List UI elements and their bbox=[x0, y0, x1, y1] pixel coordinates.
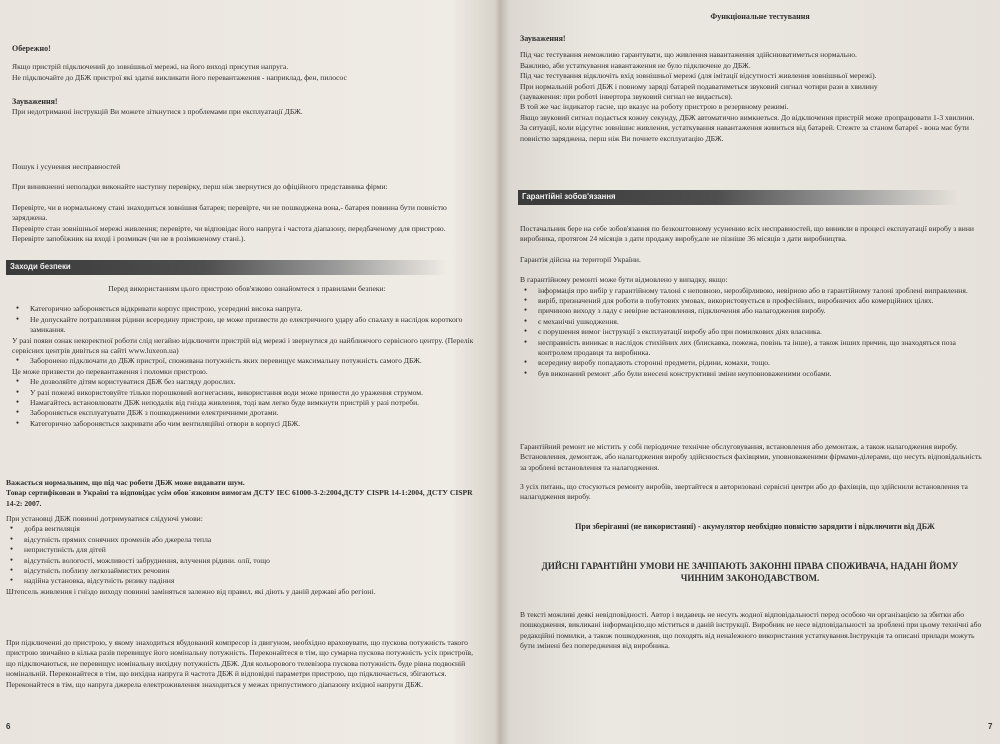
warranty-territory: Гарантія дійсна на території України. bbox=[520, 254, 641, 264]
note-section bbox=[12, 97, 482, 118]
certification-section bbox=[6, 478, 482, 509]
safety-section bbox=[12, 284, 482, 429]
warning-title: Обережно! bbox=[12, 44, 51, 53]
safety-list-1 bbox=[12, 304, 482, 335]
troubleshooting-title: Пошук і усунення несправностей bbox=[12, 162, 121, 171]
storage-note: При зберіганні (не використанні) - акумулятор необхідно повністю зарядити і відключити від ДБЖ bbox=[575, 522, 935, 531]
disclaimer-section bbox=[520, 610, 986, 652]
compressor-section bbox=[6, 638, 480, 690]
safety-list-3 bbox=[12, 377, 482, 429]
contact-section bbox=[520, 482, 986, 503]
list-item: ● є механічні ушкодження. bbox=[520, 317, 986, 327]
safety-header: Заходи безпеки bbox=[10, 262, 71, 271]
right-note-line: Під час тестування неможливо гарантувати, що живлення навантаження здійснюватиметься нормально. bbox=[520, 50, 857, 60]
list-item: ● Заборонено підключати до ДБЖ пристрої, споживана потужність яких перевищує максимальну потужність самого ДБЖ. bbox=[12, 356, 482, 366]
troubleshooting-intro: При виникненні неполадки виконайте наступну перевірку, перш ніж звернутися до офіційного представника фірми: bbox=[12, 182, 388, 192]
right-note-line: При нормальній роботі ДБЖ і повному заряді батарей подаватиметься звуковий сигнал чотири рази в хвилину bbox=[520, 81, 878, 91]
right-note-line: Важливо, аби устаткування навантаження не було підключене до ДБЖ. bbox=[520, 60, 751, 70]
warranty-header: Гарантійні зобов'язання bbox=[522, 192, 616, 201]
list-item: ● Забороняється експлуатувати ДБЖ з пошкодженими електричними дротами. bbox=[12, 408, 482, 418]
right-note-line: За ситуації, коли відсутнє зовнішнє живлення, устаткування навантаження живиться від батарей. Стежте за станом батареї - вона має бути повністю заряджена, перш ніж Ви почнете експлуатацію ДБЖ. bbox=[520, 123, 969, 143]
list-item: ● несправність виникає в наслідок стихійних лих (блискавка, пожежа, повінь та інше), а також інших причин, що знаходяться поза контролем продавця та виробника. bbox=[520, 338, 986, 359]
safety-text-1: У разі появи ознак некоректної роботи слід негайно відключити пристрій від мережі і звернутися до найближчого сервісного центру. (Перелік сервісних центрів дивіться на сайті www.luxeon.ua) bbox=[12, 335, 474, 356]
troubleshooting-line-1: Перевірте, чи в нормальному стані знаходиться зовнішня батарея; перевірте, чи не пошкоджена вона,- батарея повинна бути повністю заряджена. bbox=[12, 202, 447, 223]
warning-line-2: Не підключайте до ДБЖ пристрої які здатні викликати його перевантаження - наприклад, фен, пилосос bbox=[12, 72, 347, 82]
page-number-right: 7 bbox=[988, 722, 993, 731]
warranty-list bbox=[520, 286, 986, 380]
safety-text-2: Це може призвести до перевантаження і поломки пристрою. bbox=[12, 366, 208, 376]
install-text: Штепсель живлення і гніздо виходу повинні заміняться залежно від правил, які діють у даній державі або регіоні. bbox=[6, 586, 376, 596]
right-note-line: Якщо звуковий сигнал подається кожну секунду, ДБЖ автоматично вимкнеться. До відключення пристрій може пропрацювати 1-3 хвилини. bbox=[520, 112, 975, 122]
disclaimer-text: В тексті можливі деякі невідповідності. Автор і видавець не несуть жодної відповідальності перед особою чи організацією за збитки або пошкодження, викликані інформацією,що міститься в даній інструкції. Виробник не несе відповідальності за зроблені при цьому технічні або редакційні помилки, а також пошкодження, що походять від ненalежного використання устаткування.Інструкція та описані прилади можуть бути змінені без попередження від виробника. bbox=[520, 610, 982, 651]
warranty-intro: Постачальник бере на себе зобов'язання по безкоштовному усуненню всіх несправностей, що виникли в процесі експлуатації виробу з вини виробника, протягом 24 місяців з дати продажу виробу,але не пізніше 36 місяців з дати виробництва. bbox=[520, 224, 974, 244]
safety-intro: Перед використанням цього пристрою обов'язково ознайомтеся з правилами безпеки: bbox=[108, 284, 386, 293]
safety-header-bar bbox=[6, 260, 446, 275]
compressor-text: При підключенні до пристрою, у якому знаходиться вбудований компресор із двигуном, необхідно враховувати, що пускова потужність такого пристрою звичайно в кілька разів перевищує його номінальну потужність. Переконайтеся в тім, що сумарна пускова потужність усіх пристроїв, що підключаються, не перевищує номінальну вихідну потужність ДБЖ. Для кольорового телевізора пускова потужність буде рівна подвоєній номінальній. Переконайтеся в тім, що вихідна напруга й частота ДБЖ й відповідні параметри пристрою, що підключається, збігаються. Переконайтеся в тім, що напруга джерела електроживлення знаходиться у межах припустимого діапазону вхідної напруги ДБЖ. bbox=[6, 638, 474, 689]
install-intro: При установці ДБЖ повинні дотримуватися слідуючі умови: bbox=[6, 514, 203, 523]
noise-title: Важається нормальним, що під час роботи ДБЖ може видавати шум. bbox=[6, 478, 245, 487]
note-line: При недотриманні інструкцій Ви можете зіткнутися з проблемами при експлуатації ДБЖ. bbox=[12, 107, 303, 117]
troubleshooting-line-3: Перевірте запобіжник на вході і розмикач (чи не в розімкненому стані.). bbox=[12, 234, 246, 244]
left-page bbox=[0, 0, 492, 744]
install-section bbox=[6, 514, 482, 597]
list-item: ● неприступність для дітей bbox=[6, 545, 482, 555]
list-item: ● Намагайтесь встановлювати ДБЖ неподалік від гнізда живлення, тоді вам легко буде вимкнути пристрій у разі потреби. bbox=[12, 398, 482, 408]
right-note-line: В той же час індикатор гасне, що вказує на роботу пристрою в резервному режимі. bbox=[520, 102, 789, 112]
warning-section bbox=[12, 44, 482, 83]
right-note-line: (зауваження: при роботі інвертора звуковий сигнал не видається). bbox=[520, 92, 733, 102]
list-item: ● виріб, призначений для роботи в побутових умовах, використовується в професійних, виробничих або комерційних цілях. bbox=[520, 296, 986, 306]
list-item: ● Не допускайте потрапляння рідини всередину пристрою, це може призвести до електричного удару або спалаху в наслідок короткого замикання. bbox=[12, 315, 482, 336]
list-item: ● причиною виходу з ладу є невірне встановлення, підключення або налагодження виробу. bbox=[520, 306, 986, 316]
list-item: ● відсутність поблизу легкозаймистих речовин bbox=[6, 566, 482, 576]
functional-test-title: Функціональне тестування bbox=[710, 12, 810, 21]
list-item: ● Категорично забороняється закривати або чим вентиляційні отвори в корпусі ДБЖ. bbox=[12, 419, 482, 429]
warning-line-1: Якщо пристрій підключений до зовнішньої мережі, на його виході присутня напруга. bbox=[12, 62, 289, 72]
troubleshooting-section bbox=[12, 162, 482, 244]
service-section bbox=[520, 442, 986, 473]
note-title: Зауваження! bbox=[12, 97, 58, 106]
right-note-line: Під час тестування відключіть вхід зовнішньої мережі (для імітації відсутності живлення зовнішньої мережі). bbox=[520, 71, 877, 81]
consumer-rights-note: ДИЙСНІ ГАРАНТІЙНІ УМОВИ НЕ ЗАЧІПАЮТЬ ЗАКОННІ ПРАВА СПОЖИВАЧА, НАДАНІ ЙОМУ ЧИННИМ ЗАКОНОДАВСТВОМ. bbox=[541, 561, 959, 583]
page-number-left: 6 bbox=[6, 722, 11, 731]
list-item: ● є порушення вимог інструкції з експлуатації виробу або при помилкових діях власника. bbox=[520, 327, 986, 337]
list-item: ● був виконаний ремонт ,або були внесені конструктивні зміни неуповноваженими особами. bbox=[520, 369, 986, 379]
safety-list-2 bbox=[12, 356, 482, 366]
install-list bbox=[6, 524, 482, 586]
service-text: Гарантійний ремонт не містить у собі періодичне технічне обслуговування, встановлення або демонтаж, а також налагодження виробу. Встановлення, демонтаж, або налагодження виробу здійснюється фахівцями, уповноваженими фірмами-ділерами, що несуть відповідальність за зроблені встановлення та налагодження. bbox=[520, 442, 982, 472]
list-item: ● відсутність прямих сонячних променів або джерела тепла bbox=[6, 535, 482, 545]
warranty-refusal-intro: В гарантійному ремонті може бути відмовлено у випадку, якщо: bbox=[520, 275, 728, 285]
certification-line: Товар сертифікован в Україні та відповідає усім обов`язковим вимогам ДСТУ IEC 61000-3-2:2004,ДСТУ CISPR 14-1:2004, ДСТУ CISPR 14-2: 2007. bbox=[6, 488, 473, 508]
warranty-section bbox=[520, 224, 986, 379]
list-item: ● надійна установка, відсутність ризику падіння bbox=[6, 576, 482, 586]
list-item: ● Категорично забороняється відкривати корпус пристрою, усередині висока напруга. bbox=[12, 304, 482, 314]
list-item: ● У разі пожежі використовуйте тільки порошковий вогнегасник, використання води може привести до ураження струмом. bbox=[12, 388, 482, 398]
list-item: ● Не дозволяйте дітям користуватися ДБЖ без нагляду дорослих. bbox=[12, 377, 482, 387]
list-item: ● відсутність вологості, можливості забруднення, влучення рідини. олії, тощо bbox=[6, 556, 482, 566]
list-item: ● всередину виробу попадають сторонні предмети, рідини, комахи, тощо. bbox=[520, 358, 986, 368]
contact-text: З усіх питань, що стосуються ремонту виробів, звертайтеся в авторизовані сервісні центри або до фахівців, що здійснили встановлення та налагодження виробу. bbox=[520, 482, 968, 502]
troubleshooting-line-2: Перевірте стан зовнішньої мережі живлення; перевірте, чи відповідає його напруга і частота діапазону, передбаченому для пристрою. bbox=[12, 223, 446, 233]
right-note-section bbox=[520, 34, 990, 144]
list-item: ● добра вентиляція bbox=[6, 524, 482, 534]
right-page bbox=[500, 0, 1000, 744]
warranty-header-bar bbox=[518, 190, 958, 205]
list-item: ● інформація про вибір у гарантійному талоні є неповною, нерозбірливою, невірною або в гарантійному талоні зроблені виправлення. bbox=[520, 286, 986, 296]
right-note-title: Зауваження! bbox=[520, 34, 566, 43]
